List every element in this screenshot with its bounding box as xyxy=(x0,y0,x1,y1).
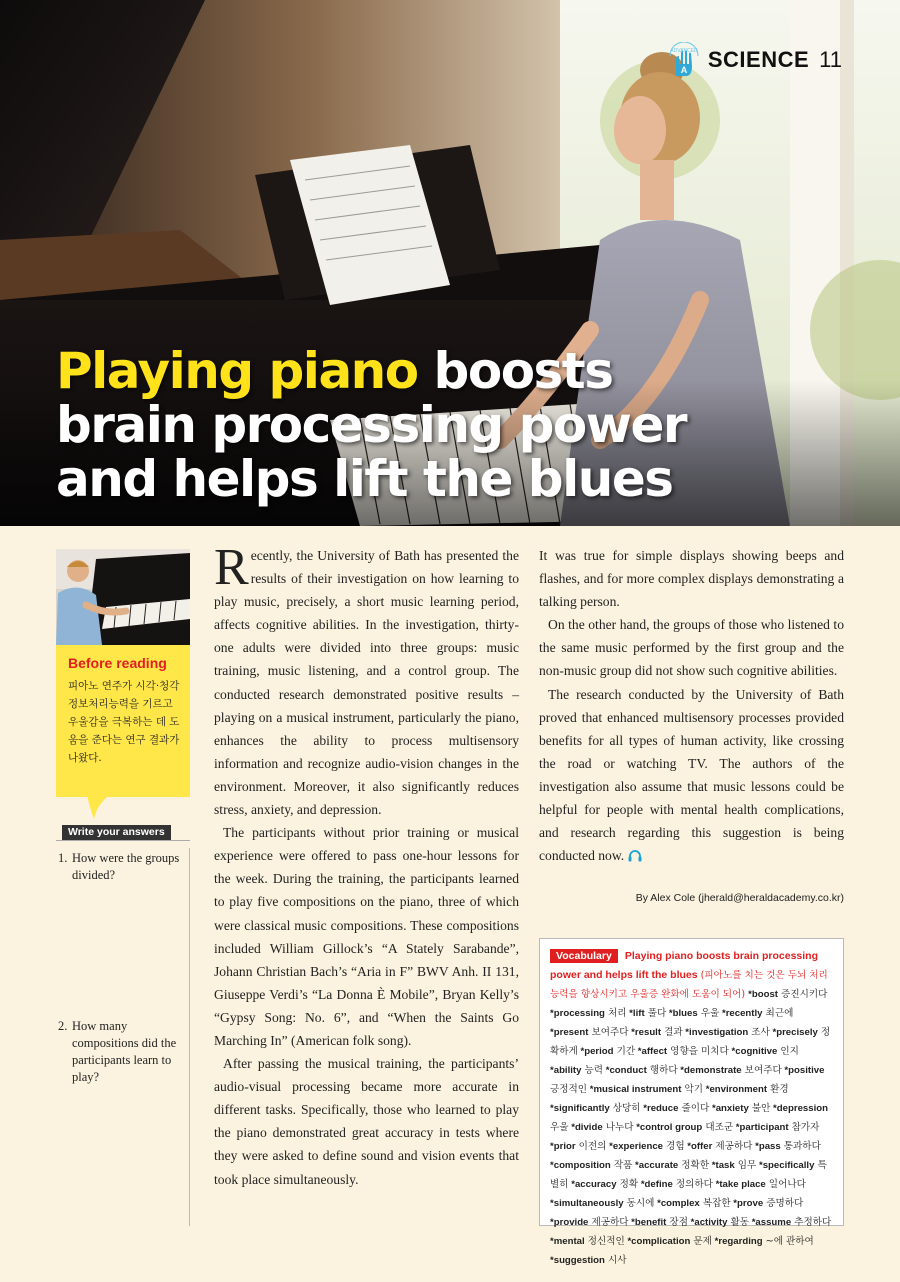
vocabulary-meaning: 상당히 xyxy=(609,1103,641,1114)
vocabulary-entry xyxy=(629,1027,683,1038)
vocabulary-meaning: 정확한 xyxy=(678,1160,710,1171)
vocabulary-items xyxy=(550,989,831,1266)
question-number: 1. xyxy=(58,851,68,865)
vocabulary-word: *benefit xyxy=(628,1217,667,1228)
write-answers-text: Write your answers xyxy=(62,825,171,840)
vocabulary-entry xyxy=(550,1027,629,1038)
hero-image xyxy=(0,0,900,526)
vocabulary-word: *period xyxy=(577,1046,614,1057)
vocabulary-entry xyxy=(632,1160,709,1171)
vocabulary-meaning: 불안 xyxy=(748,1103,771,1114)
vocabulary-meaning: 참가자 xyxy=(788,1122,820,1133)
vocabulary-entry xyxy=(550,1103,641,1114)
vocabulary-meaning: 인지 xyxy=(777,1046,799,1057)
vocabulary-meaning: 복잡한 xyxy=(699,1198,731,1209)
article-paragraph: The participants without prior training or musical experience were offered to pass one-hour lessons for the week. During the training, the participants learned to play five compositions on the piano, three of which were classical music compositions. These compositions included William Gillock’s “A Stately Sarabande”, Johann Christian Bach’s “Aria in F” BWV Anh. II 131, Giuseppe Verdi’s “La Donna È Mobile”, Bryan Kelly’s “Gypsy Song: No. 6”, and “When the Saints Go Marching In” (American folk song). xyxy=(214,825,519,1048)
vocabulary-entry xyxy=(587,1084,703,1095)
vocabulary-entry xyxy=(550,1255,627,1266)
vocabulary-entry xyxy=(550,1141,606,1152)
badge-text: ADVANCED xyxy=(670,48,698,54)
vocabulary-word: *significantly xyxy=(550,1103,610,1114)
vocabulary-word: *take place xyxy=(712,1179,766,1190)
paragraph-text: The research conducted by the University of Bath proved that enhanced multisensory processes provided benefits for all types of human activity, like crossing the road or watching TV. The authors of the investigation also assume that music lessons could be helpful for people with mental health complications, and research regarding this suggestion is being conducted now. xyxy=(539,686,844,864)
vocabulary-meaning: 나누다 xyxy=(602,1122,634,1133)
question-text: How were the groups divided? xyxy=(72,851,180,882)
vocabulary-meaning: 제공하다 xyxy=(712,1141,753,1152)
vocabulary-entry xyxy=(629,1217,688,1228)
vocabulary-entry xyxy=(627,1008,667,1019)
vocabulary-meaning: ~에 관하여 xyxy=(762,1236,814,1247)
vocabulary-box xyxy=(539,938,844,1266)
advanced-logo-icon xyxy=(666,42,702,78)
vocabulary-word: *task xyxy=(709,1160,735,1171)
vocabulary-meaning: 줄이다 xyxy=(678,1103,710,1114)
page-number: 11 xyxy=(819,47,842,72)
vocabulary-entry xyxy=(654,1198,730,1209)
vocabulary-word: *complication xyxy=(624,1236,691,1247)
vocabulary-word: *composition xyxy=(550,1160,611,1171)
article-paragraph: It was true for simple displays showing beeps and flashes, and for more complex displays demonstrating a talking person. xyxy=(539,548,844,610)
headline xyxy=(56,344,756,506)
vocabulary-meaning: 추정하다 xyxy=(791,1217,832,1228)
before-reading-text: 피아노 연주가 시각·청각 정보처리능력을 기르고 우울감을 극복하는 데 도움을 준다는 연구 결과가 나왔다. xyxy=(68,680,180,764)
vocabulary-meaning: 행하다 xyxy=(646,1065,678,1076)
vocabulary-entry xyxy=(638,1179,713,1190)
question-text: How many compositions did the participants learn to play? xyxy=(72,1019,177,1084)
vocabulary-word: *suggestion xyxy=(550,1255,605,1266)
vocabulary-word: *positive xyxy=(781,1065,825,1076)
vocabulary-word: *simultaneously xyxy=(550,1198,624,1209)
question-1 xyxy=(58,850,182,884)
before-reading-title: Before reading xyxy=(68,655,167,671)
vocabulary-meaning: 특별히 xyxy=(550,1160,827,1190)
vocabulary-entry xyxy=(550,1160,632,1171)
question-2 xyxy=(58,1018,182,1086)
vocabulary-word: *result xyxy=(628,1027,662,1038)
headphones-icon[interactable] xyxy=(628,849,642,862)
vocabulary-meaning: 시사 xyxy=(604,1255,627,1266)
vocabulary-entry xyxy=(550,1198,654,1209)
vocabulary-word: *demonstrate xyxy=(677,1065,742,1076)
vocabulary-entry xyxy=(625,1236,712,1247)
before-reading-sidebar xyxy=(56,549,190,841)
vocabulary-entry xyxy=(606,1141,684,1152)
vocabulary-entry xyxy=(550,1217,629,1228)
pianist-photo xyxy=(56,549,190,645)
vocabulary-meaning: 조사 xyxy=(748,1027,770,1038)
vocabulary-word: *regarding xyxy=(711,1236,763,1247)
vocabulary-title: Playing piano boosts brain processing power and helps lift the blues xyxy=(550,950,819,981)
vocabulary-entry xyxy=(634,1122,734,1133)
write-answers-label xyxy=(56,825,190,841)
vocabulary-entry xyxy=(578,1046,635,1057)
vocabulary-word: *prove xyxy=(730,1198,764,1209)
vocabulary-word: *pass xyxy=(752,1141,781,1152)
vocabulary-entry xyxy=(712,1236,814,1247)
vocabulary-meaning: 임무 xyxy=(734,1160,757,1171)
vocabulary-word: *conduct xyxy=(603,1065,647,1076)
vocabulary-meaning: 최근에 xyxy=(762,1008,794,1019)
headline-highlight: Playing piano xyxy=(56,342,418,400)
vocabulary-word: *blues xyxy=(666,1008,698,1019)
vocabulary-entry xyxy=(550,1065,603,1076)
vocabulary-word: *define xyxy=(638,1179,673,1190)
vocabulary-word: *recently xyxy=(719,1008,763,1019)
drop-cap: R xyxy=(214,539,249,596)
paragraph-text: ecently, the University of Bath has presented the results of their investigation on how learning to play music, precisely, a short music learning period, affects cognitive abilities. In the investigation, thirty-one adults were divided into three groups: music training, music listening, and a control group. The conducted research demonstrated positive results – playing on a musical instrument, particularly the piano, enhances the ability to process multisensory information and recognize audio-vision changes in the environment. Moreover, it also significantly reduces stress, anxiety, and depression. xyxy=(214,548,519,818)
vocabulary-word: *experience xyxy=(606,1141,663,1152)
vocabulary-entry xyxy=(569,1122,634,1133)
vocabulary-meaning: 경험 xyxy=(663,1141,685,1152)
vocabulary-word: *specifically xyxy=(756,1160,815,1171)
vocabulary-word: *processing xyxy=(550,1008,605,1019)
vocabulary-word: *cognitive xyxy=(728,1046,778,1057)
vocabulary-word: *present xyxy=(550,1027,589,1038)
before-reading-box xyxy=(56,645,190,797)
vocabulary-meaning: 증명하다 xyxy=(763,1198,804,1209)
vocabulary-entry xyxy=(752,1141,820,1152)
vocabulary-entry xyxy=(641,1103,710,1114)
vocabulary-meaning: 결과 xyxy=(661,1027,683,1038)
vocabulary-word: *control group xyxy=(633,1122,703,1133)
article-paragraph xyxy=(539,683,844,868)
vocabulary-meaning: 처리 xyxy=(604,1008,627,1019)
vocabulary-word: *precisely xyxy=(769,1027,818,1038)
question-number: 2. xyxy=(58,1019,68,1033)
vocabulary-word: *affect xyxy=(635,1046,668,1057)
vocabulary-word: *participant xyxy=(733,1122,789,1133)
article-column-1 xyxy=(214,539,519,1191)
vocabulary-word: *anxiety xyxy=(709,1103,749,1114)
vocabulary-entry xyxy=(748,989,827,1000)
vocabulary-meaning: 장점 xyxy=(666,1217,688,1228)
svg-text:A: A xyxy=(680,65,688,75)
vocabulary-word: *accurate xyxy=(632,1160,679,1171)
vocabulary-meaning: 작품 xyxy=(610,1160,633,1171)
vocabulary-meaning: 정확 xyxy=(616,1179,639,1190)
vocabulary-word: *mental xyxy=(550,1236,585,1247)
vocabulary-word: *lift xyxy=(626,1008,645,1019)
vocabulary-entry xyxy=(688,1217,749,1228)
vocabulary-entry xyxy=(729,1046,799,1057)
vocabulary-entry xyxy=(685,1141,753,1152)
vocabulary-word: *boost xyxy=(748,989,778,1000)
vocabulary-entry xyxy=(550,1008,627,1019)
vocabulary-meaning: 증진시키다 xyxy=(778,989,828,1000)
headline-rest: boosts brain processing power and helps lift the blues xyxy=(56,342,687,508)
vocabulary-meaning: 보여주다 xyxy=(741,1065,782,1076)
vocabulary-meaning: 일어나다 xyxy=(765,1179,806,1190)
vocabulary-tag: Vocabulary xyxy=(550,949,618,963)
vocabulary-meaning: 이전의 xyxy=(575,1141,607,1152)
vocabulary-title-translation: (피아노를 치는 것은 두뇌 처리 능력을 향상시키고 우울증 완화에 도움이 되어) xyxy=(550,970,828,1000)
vocabulary-meaning: 능력 xyxy=(581,1065,604,1076)
article-column-2 xyxy=(539,544,844,867)
vocabulary-meaning: 대조군 xyxy=(702,1122,734,1133)
vocabulary-meaning: 정확하게 xyxy=(550,1027,831,1057)
vocabulary-meaning: 우울 xyxy=(550,1122,569,1133)
vocabulary-meaning: 영향을 미치다 xyxy=(667,1046,729,1057)
vocabulary-meaning: 통과하다 xyxy=(780,1141,821,1152)
vocabulary-word: *provide xyxy=(550,1217,589,1228)
vocabulary-meaning: 긍정적인 xyxy=(550,1084,588,1095)
vocabulary-word: *complex xyxy=(654,1198,700,1209)
byline: By Alex Cole (jherald@heraldacademy.co.kr) xyxy=(635,892,844,904)
vocabulary-meaning: 환경 xyxy=(767,1084,789,1095)
vocabulary-word: *musical instrument xyxy=(587,1084,682,1095)
vocabulary-meaning: 문제 xyxy=(690,1236,712,1247)
vocabulary-word: *accuracy xyxy=(568,1179,617,1190)
vocabulary-meaning: 동시에 xyxy=(623,1198,655,1209)
vocabulary-entry xyxy=(703,1084,789,1095)
vocabulary-meaning: 보여주다 xyxy=(588,1027,629,1038)
vocabulary-word: *divide xyxy=(568,1122,603,1133)
vocabulary-entry xyxy=(719,1008,793,1019)
vocabulary-entry xyxy=(635,1046,729,1057)
vocabulary-meaning: 풀다 xyxy=(644,1008,667,1019)
section-name: SCIENCE xyxy=(707,47,810,72)
vocabulary-word: *ability xyxy=(550,1065,582,1076)
vocabulary-entry xyxy=(603,1065,678,1076)
vocabulary-entry xyxy=(683,1027,770,1038)
vocabulary-meaning: 정의하다 xyxy=(672,1179,713,1190)
vocabulary-word: *investigation xyxy=(682,1027,749,1038)
vocabulary-meaning: 악기 xyxy=(681,1084,704,1095)
speech-tail-icon xyxy=(86,789,126,819)
article-paragraph xyxy=(214,539,519,821)
vocabulary-entry xyxy=(709,1160,756,1171)
vocabulary-word: *assume xyxy=(749,1217,792,1228)
vocabulary-meaning: 정신적인 xyxy=(584,1236,625,1247)
vocabulary-word: *reduce xyxy=(640,1103,679,1114)
vocabulary-entry xyxy=(749,1217,831,1228)
vocabulary-entry xyxy=(550,1236,625,1247)
question-list xyxy=(56,848,190,1226)
vocabulary-entry xyxy=(709,1103,770,1114)
vocabulary-word: *prior xyxy=(550,1141,576,1152)
vocabulary-entry xyxy=(678,1065,782,1076)
vocabulary-entry xyxy=(731,1198,804,1209)
article-paragraph: On the other hand, the groups of those who listened to the same music performed by the first group and the non-music group did not show such cognitive abilities. xyxy=(539,617,844,679)
vocabulary-meaning: 제공하다 xyxy=(588,1217,629,1228)
vocabulary-word: *depression xyxy=(770,1103,828,1114)
vocabulary-entry xyxy=(733,1122,819,1133)
vocabulary-meaning: 활동 xyxy=(727,1217,750,1228)
vocabulary-entry xyxy=(666,1008,719,1019)
section-tag xyxy=(666,42,842,78)
vocabulary-meaning: 기간 xyxy=(613,1046,636,1057)
article-paragraph: After passing the musical training, the participants’ audio-visual processing became more accurate in different tasks. Specifically, those who learned to play the piano demonstrated great accuracy in tests where they were asked to define sound and vision events that took place simultaneously. xyxy=(214,1056,519,1187)
vocabulary-entry xyxy=(569,1179,639,1190)
vocabulary-meaning: 우울 xyxy=(697,1008,720,1019)
vocabulary-entry xyxy=(713,1179,806,1190)
vocabulary-word: *activity xyxy=(687,1217,728,1228)
vocabulary-word: *offer xyxy=(684,1141,713,1152)
vocabulary-word: *environment xyxy=(703,1084,768,1095)
